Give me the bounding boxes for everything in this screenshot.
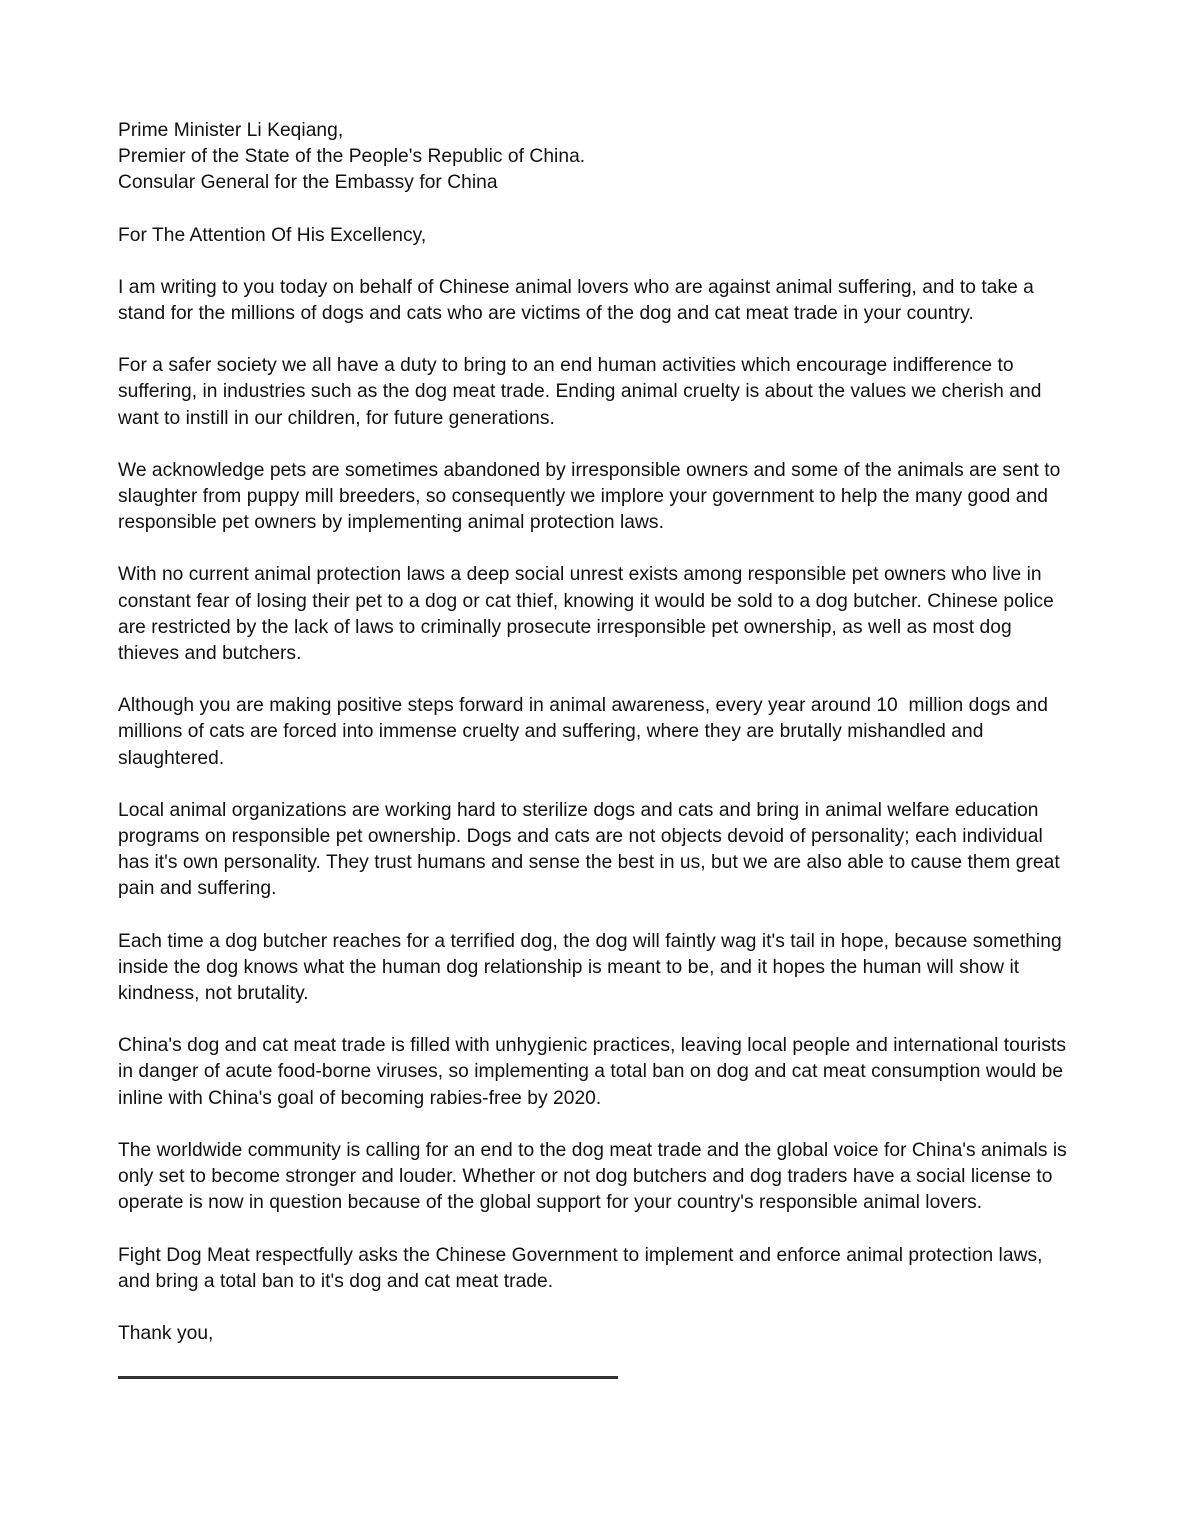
addressee-line-2: Premier of the State of the People's Republic of China.: [118, 146, 586, 168]
signature-line: [118, 1376, 618, 1379]
body-paragraph-9: The worldwide community is calling for an end to the dog meat trade and the global voice for China's animals is only set to become stronger and louder. Whether or not dog butchers and dog traders have a social license to operate is now in question because of the global support for your country's responsible animal lovers.: [118, 1139, 1073, 1214]
body-paragraph-2: For a safer society we all have a duty to bring to an end human activities which encourage indifference to suffering, in industries such as the dog meat trade. Ending animal cruelty is about the values we cherish and want to instill in our children, for future generations.: [118, 355, 1047, 429]
body-paragraph-1: I am writing to you today on behalf of Chinese animal lovers who are against animal suffering, and to take a stand for the millions of dogs and cats who are victims of the dog and cat meat trade in your country.: [118, 276, 1040, 325]
body-paragraph-5: Although you are making positive steps forward in animal awareness, every year around 10 million dogs and millions of cats are forced into immense cruelty and suffering, where they are brutally mishandled and slaughtered.: [118, 695, 1054, 769]
body-paragraph-10: Fight Dog Meat respectfully asks the Chinese Government to implement and enforce animal protection laws, and bring a total ban to it's dog and cat meat trade.: [118, 1244, 1048, 1292]
body-paragraph-8: China's dog and cat meat trade is filled with unhygienic practices, leaving local people and international tourists in danger of acute food-borne viruses, so implementing a total ban on dog and cat meat consumption would be inline with China's goal of becoming rabies-free by 2020.: [118, 1035, 1072, 1109]
letter-body: [118, 118, 1075, 1347]
addressee-line-3: Consular General for the Embassy for China: [118, 172, 498, 194]
body-paragraph-3: We acknowledge pets are sometimes abandoned by irresponsible owners and some of the animals are sent to slaughter from puppy mill breeders, so consequently we implore your government to help the many good and responsible pet owners by implementing animal protection laws.: [118, 459, 1066, 534]
closing-salutation: Thank you,: [118, 1322, 214, 1344]
body-paragraph-6: Local animal organizations are working hard to sterilize dogs and cats and bring in animal welfare education programs on responsible pet ownership. Dogs and cats are not objects devoid of personality; each individual has it's own personality. They trust humans and sense the best in us, but we are also able to cause them great pain and suffering.: [118, 799, 1066, 900]
body-paragraph-4: With no current animal protection laws a deep social unrest exists among responsible pet owners who live in constant fear of losing their pet to a dog or cat thief, knowing it would be sold to a dog butcher. Chinese police are restricted by the lack of laws to criminally prosecute irresponsible pet ownership, as well as most dog thieves and butchers.: [118, 564, 1060, 665]
addressee-block: [118, 118, 1075, 197]
salutation: For The Attention Of His Excellency,: [118, 224, 427, 246]
addressee-line-1: Prime Minister Li Keqiang,: [118, 120, 344, 141]
body-paragraph-7: Each time a dog butcher reaches for a terrified dog, the dog will faintly wag it's tail in hope, because something inside the dog knows what the human dog relationship is meant to be, and it hopes the human will show it kindness, not brutality.: [118, 930, 1068, 1005]
